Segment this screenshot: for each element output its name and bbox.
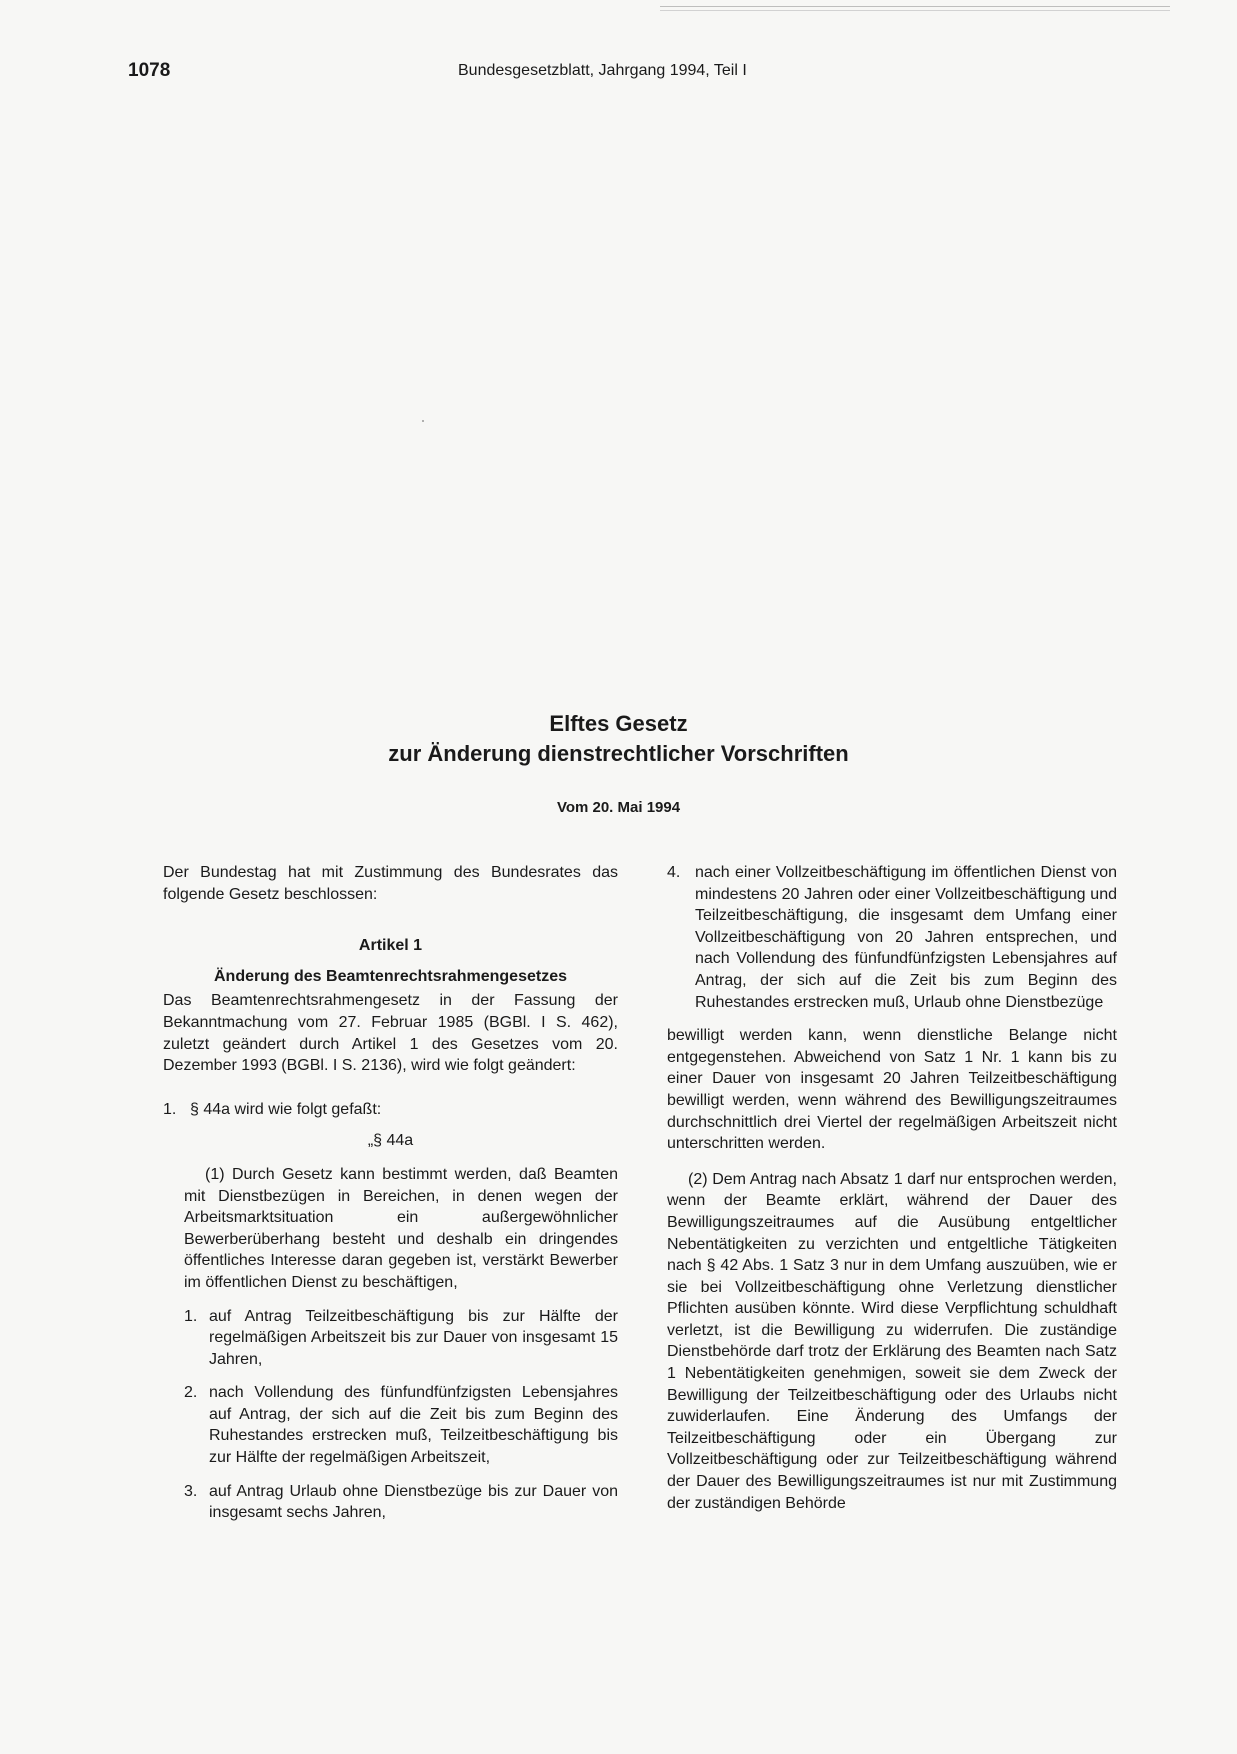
law-title-line-1: Elftes Gesetz bbox=[549, 711, 688, 736]
item-text: § 44a wird wie folgt gefaßt: bbox=[190, 1100, 382, 1118]
left-column bbox=[163, 862, 618, 1524]
law-date: Vom 20. Mai 1994 bbox=[556, 799, 681, 816]
scan-speck bbox=[422, 420, 424, 422]
article-heading: Artikel 1 bbox=[358, 937, 423, 955]
section-heading: „§ 44a bbox=[367, 1132, 414, 1150]
paragraph-2: (2) Dem Antrag nach Absatz 1 darf nur entsprochen werden, wenn der Beamte erklärt, während der Dauer des Bewilligungszeitraumes auf die Ausübung entgeltlicher Nebentätigkeiten zu verzichten und entgeltliche Tätigkeiten nach § 42 Abs. 1 Satz 3 nur in dem Umfang auszuüben, wie er sie bei Vollzeitbeschäftigung ohne Verletzung dienstlicher Pflichten ausüben könnte. Wird diese Verpflichtung schuldhaft verletzt, ist die Bewilligung zu widerrufen. Die zuständige Dienstbehörde darf trotz der Erklärung des Beamten nach Satz 1 Nebentätigkeiten genehmigen, soweit sie dem Zweck der Bewilligung der Teilzeitbeschäftigung oder des Urlaubs nicht zuwiderlaufen. Eine Änderung des Umfangs der Teilzeitbeschäftigung oder ein Übergang zur Vollzeitbeschäftigung oder zur Teilzeitbeschäftigung während der Dauer des Bewilligungszeitraumes ist nur mit Zustimmung der zuständigen Behörde bbox=[667, 1170, 1117, 1512]
list-item-text: nach einer Vollzeitbeschäftigung im öffentlichen Dienst von mindestens 20 Jahren oder einer Vollzeitbeschäftigung und Teilzeitbeschäftigung, die insgesamt dem Umfang einer Vollzeitbeschäftigung von 20 Jahren entsprechen, und nach Vollendung des fünfundfünfzigsten Lebensjahres auf Antrag, der sich auf die Zeit bis zum Beginn des Ruhestandes erstrecken muß, Urlaub ohne Dienstbezüge bbox=[695, 864, 1117, 1011]
amendment-item-1 bbox=[163, 1099, 618, 1121]
list-item bbox=[184, 1306, 618, 1371]
list-item bbox=[184, 1481, 618, 1524]
article-subheading: Änderung des Beamtenrechtsrahmengesetzes bbox=[214, 967, 567, 985]
item-number: 1. bbox=[163, 1100, 177, 1118]
list-item-text: nach Vollendung des fünfundfünfzigsten Lebensjahres auf Antrag, der sich auf die Zeit bis zum Beginn des Ruhestandes erstrecken muß, Teilzeitbeschäftigung bis zur Hälfte der regelmäßigen Arbeitszeit, bbox=[209, 1384, 618, 1467]
list-item-number: 3. bbox=[184, 1482, 198, 1500]
list-item-number: 2. bbox=[184, 1384, 198, 1402]
scan-edge-artifact bbox=[660, 6, 1170, 11]
list-item-number: 1. bbox=[184, 1307, 198, 1325]
running-header: Bundesgesetzblatt, Jahrgang 1994, Teil I bbox=[458, 62, 747, 79]
page-number: 1078 bbox=[128, 60, 171, 81]
list-item-text: auf Antrag Urlaub ohne Dienstbezüge bis zur Dauer von insgesamt sechs Jahren, bbox=[209, 1482, 618, 1522]
paragraph-1-continuation: bewilligt werden kann, wenn dienstliche Belange nicht entgegenstehen. Abweichend von Satz 1 Nr. 1 kann bis zu einer Dauer von insgesamt 20 Jahren Teilzeitbeschäftigung bewilligt werden, wenn während des Bewilligungszeitraumes durchschnittlich drei Viertel der regelmäßigen Arbeitszeit nicht unterschritten werden. bbox=[667, 1027, 1117, 1153]
list-item bbox=[184, 1382, 618, 1468]
list-item-text: auf Antrag Teilzeitbeschäftigung bis zur Hälfte der regelmäßigen Arbeitszeit bis zur Dauer von insgesamt 15 Jahren, bbox=[209, 1307, 618, 1368]
list-item bbox=[667, 862, 1117, 1013]
law-title-line-2: zur Änderung dienstrechtlicher Vorschriften bbox=[388, 741, 849, 766]
article-intro: Das Beamtenrechtsrahmengesetz in der Fassung der Bekanntmachung vom 27. Februar 1985 (BGBl. I S. 462), zuletzt geändert durch Artikel 1 des Gesetzes vom 20. Dezember 1993 (BGBl. I S. 2136), wird wie folgt geändert: bbox=[163, 992, 618, 1075]
list-item-number: 4. bbox=[667, 864, 681, 881]
preamble: Der Bundestag hat mit Zustimmung des Bundesrates das folgende Gesetz beschlossen: bbox=[163, 864, 618, 903]
title-block bbox=[0, 709, 1237, 816]
paragraph-1: (1) Durch Gesetz kann bestimmt werden, daß Beamten mit Dienstbezügen in Bereichen, in denen wegen der Arbeitsmarktsituation ein außergewöhnlicher Bewerberüberhang besteht und deshalb ein dringendes öffentliches Interesse daran gegeben ist, verstärkt Bewerber im öffentlichen Dienst zu beschäftigen, bbox=[184, 1165, 618, 1291]
right-column bbox=[667, 862, 1117, 1514]
